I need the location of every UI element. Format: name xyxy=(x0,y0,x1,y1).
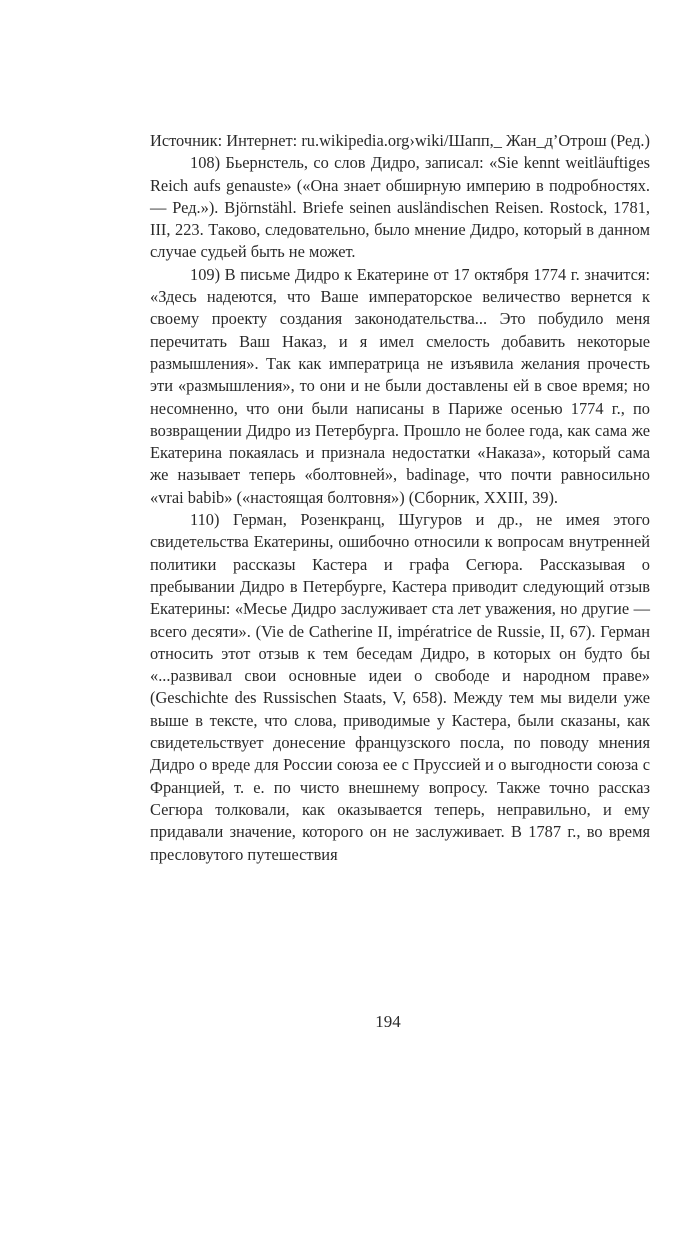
footnote-109: 109) В письме Дидро к Екатерине от 17 октября 1774 г. значится: «Здесь надеются, что Ваше императорское величество вернется к своему проекту создания законодательства... Это побудило меня перечитать Ваш Наказ, и я имел смелость добавить некоторые размышления». Так как императрица не изъявила желания прочесть эти «размышления», то они и не были доставлены ей в свое время; но несомненно, что они были написаны в Париже осенью 1774 г., по возвращении Дидро из Петербурга. Прошло не более года, как сама же Екатерина покаялась и признала недостатки «Наказа», который сама же называет теперь «болтовней», badinage, что почти равносильно «vrai babib» («настоящая болтовня») (Сборник, XXIII, 39). xyxy=(150,264,650,507)
body-text xyxy=(150,130,650,866)
source-note: Источник: Интернет: ru.wikipedia.org›wiki/Шапп,_ Жан_д’Отрош (Ред.) xyxy=(150,131,650,150)
footnote-110: 110) Герман, Розенкранц, Шугуров и др., не имея этого свидетельства Екатерины, ошибочно относили к вопросам внутренней политики рассказы Кастера и графа Сегюра. Рассказывая о пребывании Дидро в Петербурге, Кастера приводит следующий отзыв Екатерины: «Месье Дидро заслуживает ста лет уважения, но другие — всего десяти». (Vie de Catherine II, impératrice de Russie, II, 67). Герман относить этот отзыв к тем беседам Дидро, в которых он будто бы «...развивал свои основные идеи о свободе и народном праве» (Geschichte des Russischen Staats, V, 658). Между тем мы видели уже выше в тексте, что слова, приводимые у Кастера, были сказаны, как свидетельствует донесение французского посла, по поводу мнения Дидро о вреде для России союза ее с Пруссией и о выгодности союза с Францией, т. е. по чисто внешнему вопросу. Также точно рассказ Сегюра толковали, как оказывается теперь, неправильно, и ему придавали значение, которого он не заслуживает. В 1787 г., во время пресловутого путешествия xyxy=(150,510,650,864)
page-number: 194 xyxy=(375,1012,401,1031)
footnote-108: 108) Бьернстель, со слов Дидро, записал: «Sie kennt weitläuftiges Reich aufs genauste» («Она знает обширную империю в подробностях. — Ред.»). Björnstähl. Briefe seinen ausländischen Reisen. Rostock, 1781, III, 223. Таково, следовательно, было мнение Дидро, который в данном случае судьей быть не может. xyxy=(150,153,650,262)
